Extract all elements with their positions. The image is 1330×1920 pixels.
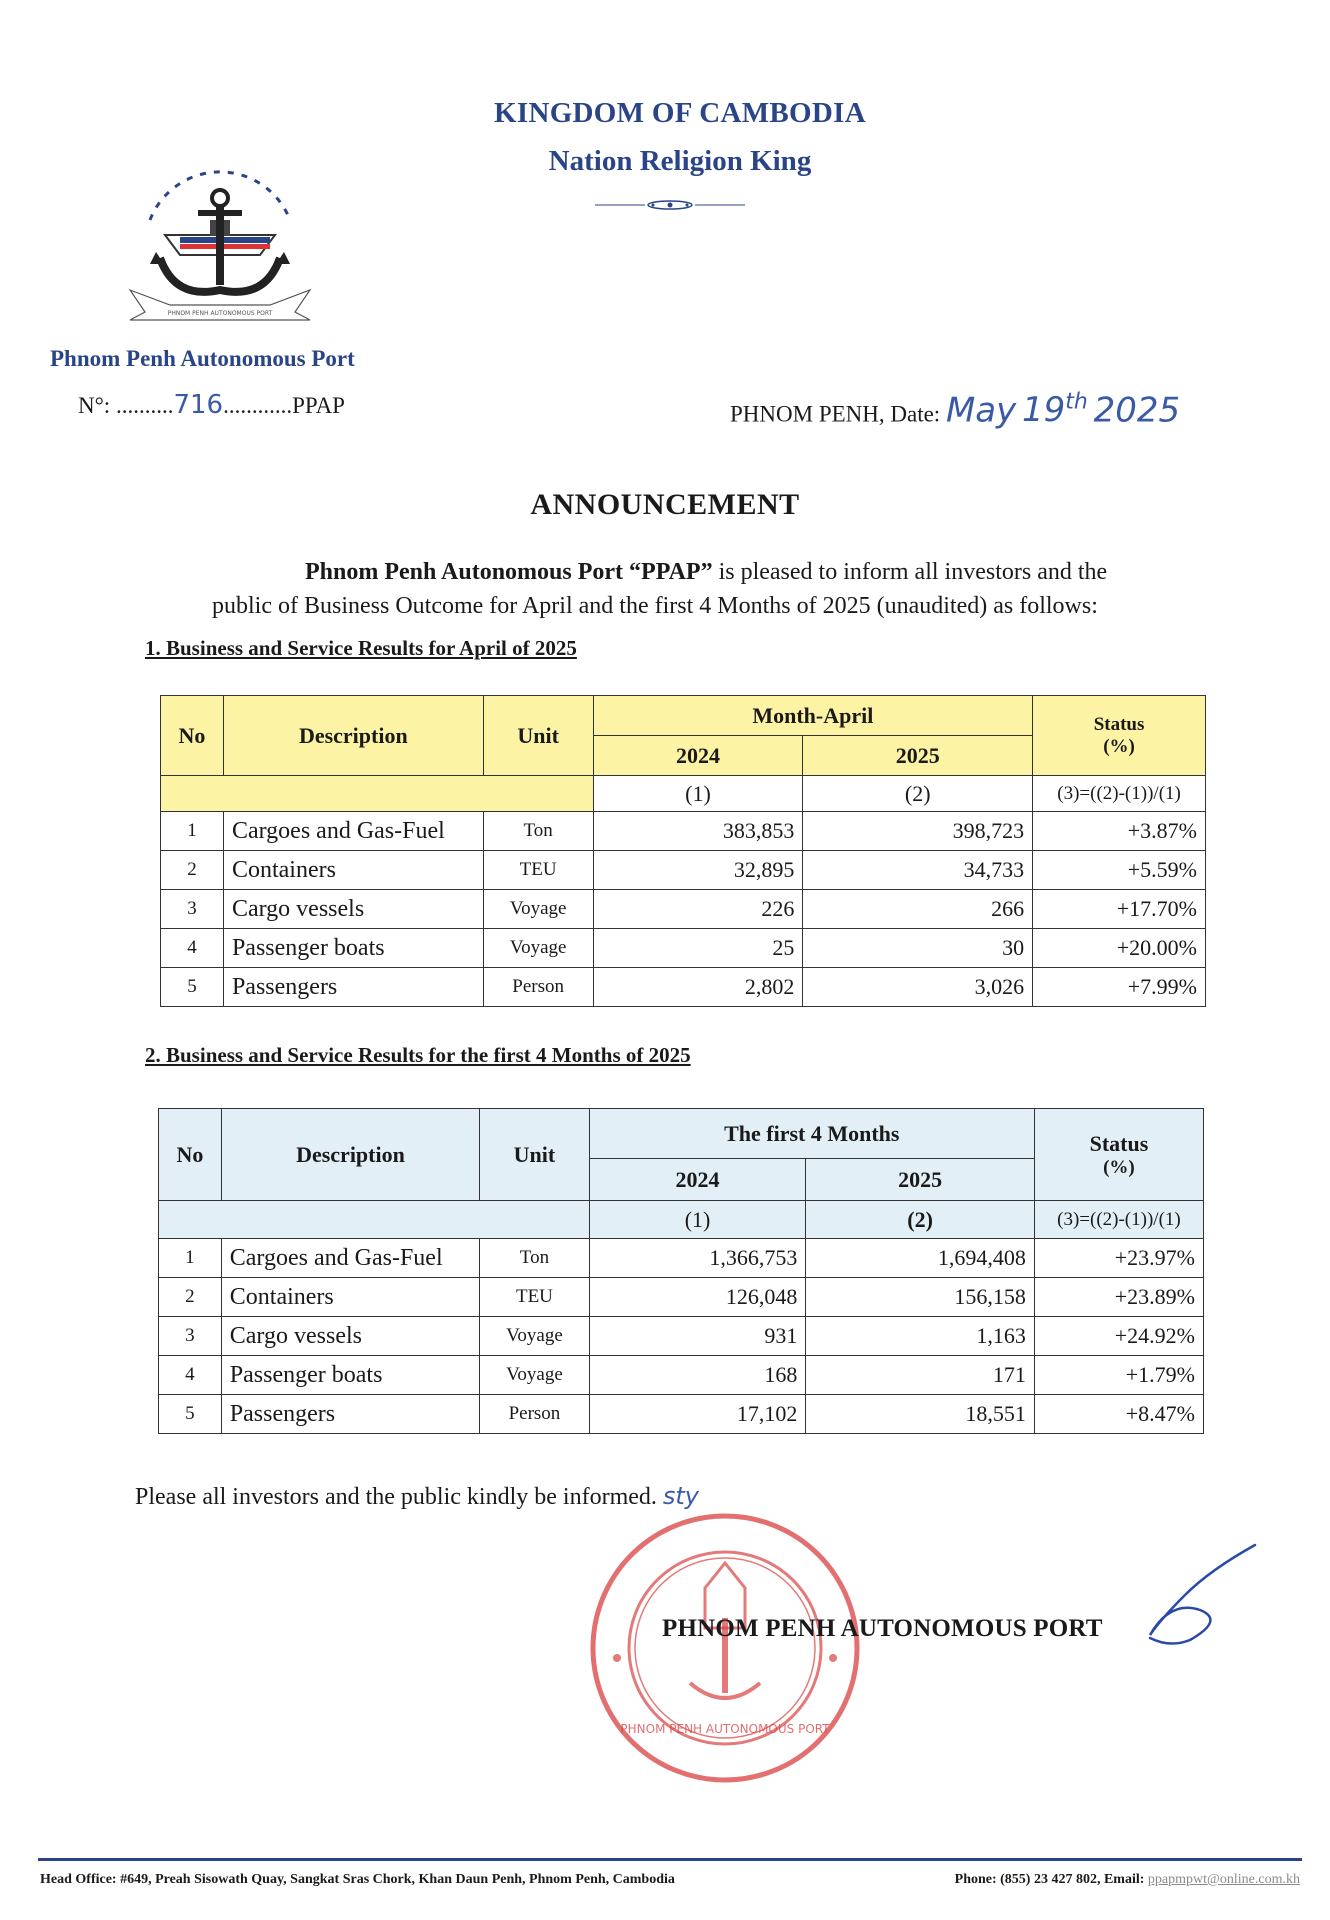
row-value-2024: 2,802 xyxy=(593,968,803,1007)
row-status: +3.87% xyxy=(1033,812,1206,851)
row-no: 1 xyxy=(161,812,224,851)
header-status-formula: (3)=((2)-(1))/(1) xyxy=(1033,776,1206,812)
ref-number: 716 xyxy=(173,390,224,420)
row-value-2025: 34,733 xyxy=(803,851,1033,890)
row-unit: Voyage xyxy=(480,1317,590,1356)
header-col2: (2) xyxy=(806,1201,1035,1239)
row-status: +23.89% xyxy=(1034,1278,1203,1317)
row-value-2024: 32,895 xyxy=(593,851,803,890)
header-status-formula: (3)=((2)-(1))/(1) xyxy=(1034,1201,1203,1239)
row-value-2025: 30 xyxy=(803,929,1033,968)
signature-mark xyxy=(1130,1540,1260,1650)
stamp-text: PHNOM PENH AUTONOMOUS PORT xyxy=(620,1722,830,1736)
intro-paragraph xyxy=(212,555,1220,623)
header-col1: (1) xyxy=(593,776,803,812)
row-value-2024: 226 xyxy=(593,890,803,929)
row-no: 4 xyxy=(161,929,224,968)
header-description: Description xyxy=(223,696,483,776)
header-unit: Unit xyxy=(480,1109,590,1201)
date-line xyxy=(730,390,1180,430)
header-no: No xyxy=(161,696,224,776)
row-description: Cargo vessels xyxy=(221,1317,479,1356)
intro-line2: public of Business Outcome for April and the first 4 Months of 2025 (unaudited) as follows: xyxy=(212,593,1098,619)
row-value-2024: 931 xyxy=(589,1317,806,1356)
logo-banner-text: PHNOM PENH AUTONOMOUS PORT xyxy=(167,310,273,317)
row-description: Passenger boats xyxy=(221,1356,479,1395)
intro-line1: is pleased to inform all investors and the xyxy=(712,559,1108,585)
row-value-2024: 25 xyxy=(593,929,803,968)
row-status: +20.00% xyxy=(1033,929,1206,968)
header-year-2025: 2025 xyxy=(803,736,1033,776)
row-value-2025: 18,551 xyxy=(806,1395,1035,1434)
row-unit: Ton xyxy=(483,812,593,851)
row-status: +5.59% xyxy=(1033,851,1206,890)
footer-divider xyxy=(38,1858,1302,1861)
row-no: 5 xyxy=(159,1395,222,1434)
motto-heading: Nation Religion King xyxy=(548,145,812,177)
org-name: Phnom Penh Autonomous Port xyxy=(50,346,355,371)
row-value-2024: 383,853 xyxy=(593,812,803,851)
row-no: 3 xyxy=(159,1317,222,1356)
header-year-2024: 2024 xyxy=(593,736,803,776)
header-blank-cell xyxy=(161,776,594,812)
row-value-2025: 3,026 xyxy=(803,968,1033,1007)
row-value-2024: 168 xyxy=(589,1356,806,1395)
header-status: Status (%) xyxy=(1033,696,1206,776)
row-status: +8.47% xyxy=(1034,1395,1203,1434)
table-row xyxy=(159,1278,1204,1317)
row-unit: Voyage xyxy=(480,1356,590,1395)
row-status: +24.92% xyxy=(1034,1317,1203,1356)
country-heading: KINGDOM OF CAMBODIA xyxy=(494,97,866,129)
header-no: No xyxy=(159,1109,222,1201)
official-stamp xyxy=(585,1508,865,1788)
header-period: Month-April xyxy=(593,696,1032,736)
ref-suffix: ............PPAP xyxy=(223,393,345,418)
row-description: Containers xyxy=(223,851,483,890)
row-description: Containers xyxy=(221,1278,479,1317)
row-value-2025: 398,723 xyxy=(803,812,1033,851)
date-year: 2025 xyxy=(1093,390,1181,431)
footer-phone: Phone: (855) 23 427 802, Email: xyxy=(954,1872,1148,1887)
date-day: 19th xyxy=(1022,390,1088,431)
table-row xyxy=(159,1239,1204,1278)
closing-line xyxy=(135,1482,699,1511)
table-row xyxy=(161,929,1206,968)
row-no: 2 xyxy=(159,1278,222,1317)
row-value-2024: 1,366,753 xyxy=(589,1239,806,1278)
row-unit: TEU xyxy=(483,851,593,890)
header-status: Status (%) xyxy=(1034,1109,1203,1201)
signatory-name: PHNOM PENH AUTONOMOUS PORT xyxy=(662,1615,1103,1642)
ref-prefix: N°: .......... xyxy=(78,393,174,418)
header-period: The first 4 Months xyxy=(589,1109,1034,1159)
row-value-2025: 1,163 xyxy=(806,1317,1035,1356)
section1-title: 1. Business and Service Results for April of 2025 xyxy=(145,636,577,660)
header-year-2024: 2024 xyxy=(589,1159,806,1201)
row-unit: Ton xyxy=(480,1239,590,1278)
port-logo xyxy=(120,140,320,330)
row-status: +17.70% xyxy=(1033,890,1206,929)
row-unit: Voyage xyxy=(483,929,593,968)
four-month-results-table xyxy=(158,1108,1204,1434)
row-description: Passengers xyxy=(221,1395,479,1434)
row-no: 4 xyxy=(159,1356,222,1395)
header-year-2025: 2025 xyxy=(806,1159,1035,1201)
row-unit: Voyage xyxy=(483,890,593,929)
row-unit: TEU xyxy=(480,1278,590,1317)
row-description: Cargo vessels xyxy=(223,890,483,929)
header-col1: (1) xyxy=(589,1201,806,1239)
footer-email-link[interactable]: ppapmpwt@online.com.kh xyxy=(1147,1872,1300,1887)
row-description: Cargoes and Gas-Fuel xyxy=(221,1239,479,1278)
row-value-2025: 1,694,408 xyxy=(806,1239,1035,1278)
date-month: May xyxy=(945,390,1017,431)
row-description: Cargoes and Gas-Fuel xyxy=(223,812,483,851)
divider-ornament xyxy=(595,198,745,212)
header-description: Description xyxy=(221,1109,479,1201)
row-unit: Person xyxy=(483,968,593,1007)
row-status: +1.79% xyxy=(1034,1356,1203,1395)
table-row xyxy=(159,1395,1204,1434)
table-row xyxy=(161,812,1206,851)
row-unit: Person xyxy=(480,1395,590,1434)
row-description: Passengers xyxy=(223,968,483,1007)
footer-address: Head Office: #649, Preah Sisowath Quay, Sangkat Sras Chork, Khan Daun Penh, Phnom Penh, Cambodia xyxy=(40,1872,675,1887)
table-row xyxy=(161,851,1206,890)
row-value-2024: 17,102 xyxy=(589,1395,806,1434)
section2-title: 2. Business and Service Results for the first 4 Months of 2025 xyxy=(145,1043,691,1067)
footer-contact xyxy=(955,1872,1300,1888)
row-status: +7.99% xyxy=(1033,968,1206,1007)
date-prefix: PHNOM PENH, Date: xyxy=(730,401,941,427)
table-row xyxy=(161,890,1206,929)
closing-text: Please all investors and the public kindly be informed. xyxy=(135,1484,657,1510)
april-results-table xyxy=(160,695,1206,1007)
announcement-title: ANNOUNCEMENT xyxy=(530,488,800,521)
row-value-2025: 156,158 xyxy=(806,1278,1035,1317)
header-col2: (2) xyxy=(803,776,1033,812)
row-no: 1 xyxy=(159,1239,222,1278)
reference-number xyxy=(78,390,345,420)
header-unit: Unit xyxy=(483,696,593,776)
header-blank-cell xyxy=(159,1201,590,1239)
row-status: +23.97% xyxy=(1034,1239,1203,1278)
row-value-2025: 266 xyxy=(803,890,1033,929)
table-row xyxy=(161,968,1206,1007)
row-no: 5 xyxy=(161,968,224,1007)
table-row xyxy=(159,1317,1204,1356)
row-value-2024: 126,048 xyxy=(589,1278,806,1317)
table-row xyxy=(159,1356,1204,1395)
row-no: 2 xyxy=(161,851,224,890)
row-value-2025: 171 xyxy=(806,1356,1035,1395)
handwritten-initials: sty xyxy=(662,1482,700,1510)
intro-bold: Phnom Penh Autonomous Port “PPAP” xyxy=(305,559,713,585)
row-description: Passenger boats xyxy=(223,929,483,968)
row-no: 3 xyxy=(161,890,224,929)
